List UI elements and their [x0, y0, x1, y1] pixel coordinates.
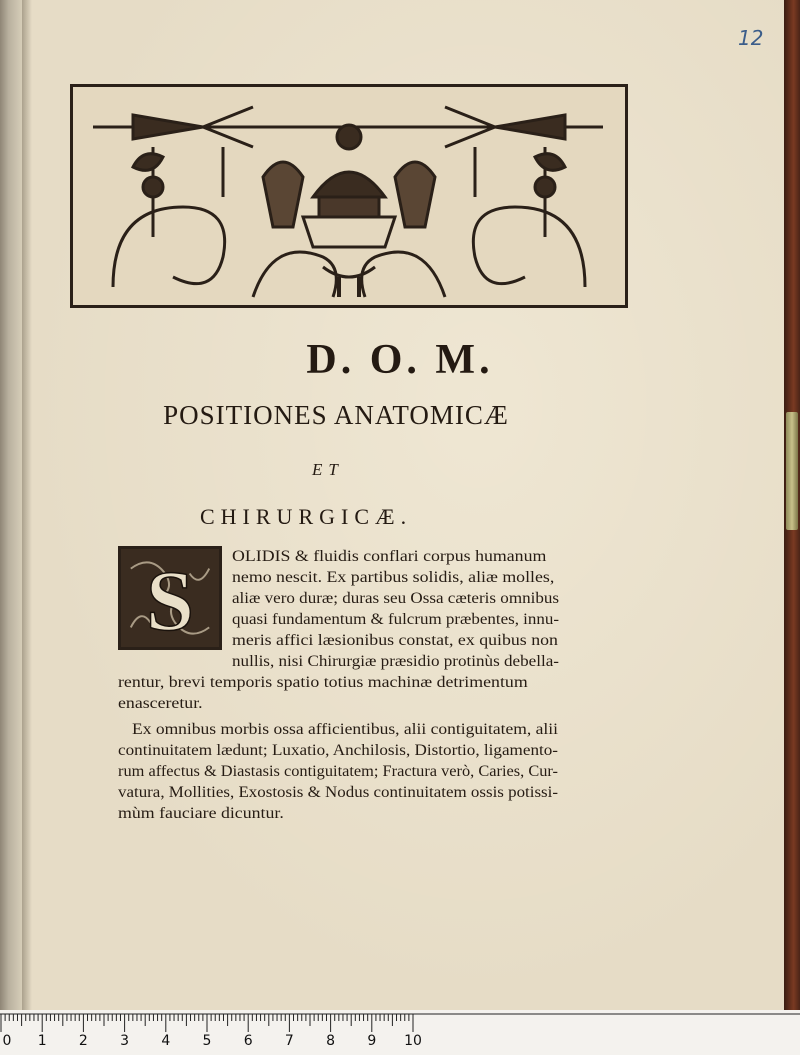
dropcap-initial [118, 546, 222, 650]
ruler-label: 1 [37, 1033, 47, 1049]
text-line: OLIDIS & fluidis conflari corpus humanum [232, 548, 547, 565]
dropcap-letter: S [146, 552, 194, 647]
text-line: mùm fauciare dicuntur. [118, 805, 284, 822]
text-line: enasceretur. [118, 695, 203, 712]
text-line: rum affectus & Diastasis contiguitatem; Fractura verò, Caries, Cur- [118, 763, 558, 780]
text-line: continuitatem lædunt; Luxatio, Anchilosis, Distortio, ligamento- [118, 742, 558, 759]
gutter-shadow [22, 0, 32, 1010]
text-line: rentur, brevi temporis spatio totius machinæ detrimentum [118, 674, 528, 691]
text-line: meris affici læsionibus constat, ex quibus non [232, 632, 558, 649]
page-clip [786, 412, 798, 530]
headpiece-ornament [70, 84, 628, 308]
heading-dom: D. O. M. [306, 337, 494, 383]
ruler-label: 6 [243, 1033, 253, 1049]
text-line: vatura, Mollities, Exostosis & Nodus continuitatem ossis potissi- [118, 784, 558, 801]
ruler-label: 0 [2, 1033, 12, 1049]
ruler-label: 5 [202, 1033, 212, 1049]
heading-title: POSITIONES ANATOMICÆ [163, 400, 509, 430]
text-line: Ex omnibus morbis ossa afficientibus, alii contiguitatem, alii [132, 721, 558, 738]
text-line: aliæ vero duræ; duras seu Ossa cæteris omnibus [232, 590, 559, 607]
ruler-label: 2 [78, 1033, 88, 1049]
ruler-label: 9 [367, 1033, 377, 1049]
text-line: nemo nescit. Ex partibus solidis, aliæ molles, [232, 569, 555, 586]
heading-et: ET [312, 460, 344, 479]
ruler-label: 3 [120, 1033, 130, 1049]
ruler-label: 4 [161, 1033, 171, 1049]
ruler-label: 8 [326, 1033, 336, 1049]
folio-number: 12 [738, 26, 764, 50]
ruler-label: 10 [404, 1033, 422, 1049]
ruler-label: 7 [284, 1033, 294, 1049]
heading-chirurgicae: CHIRURGICÆ. [200, 504, 413, 529]
book-binding [0, 0, 22, 1010]
text-line: nullis, nisi Chirurgiæ præsidio protinùs debella- [232, 653, 559, 670]
text-line: quasi fundamentum & fulcrum præbentes, innu- [232, 611, 559, 628]
